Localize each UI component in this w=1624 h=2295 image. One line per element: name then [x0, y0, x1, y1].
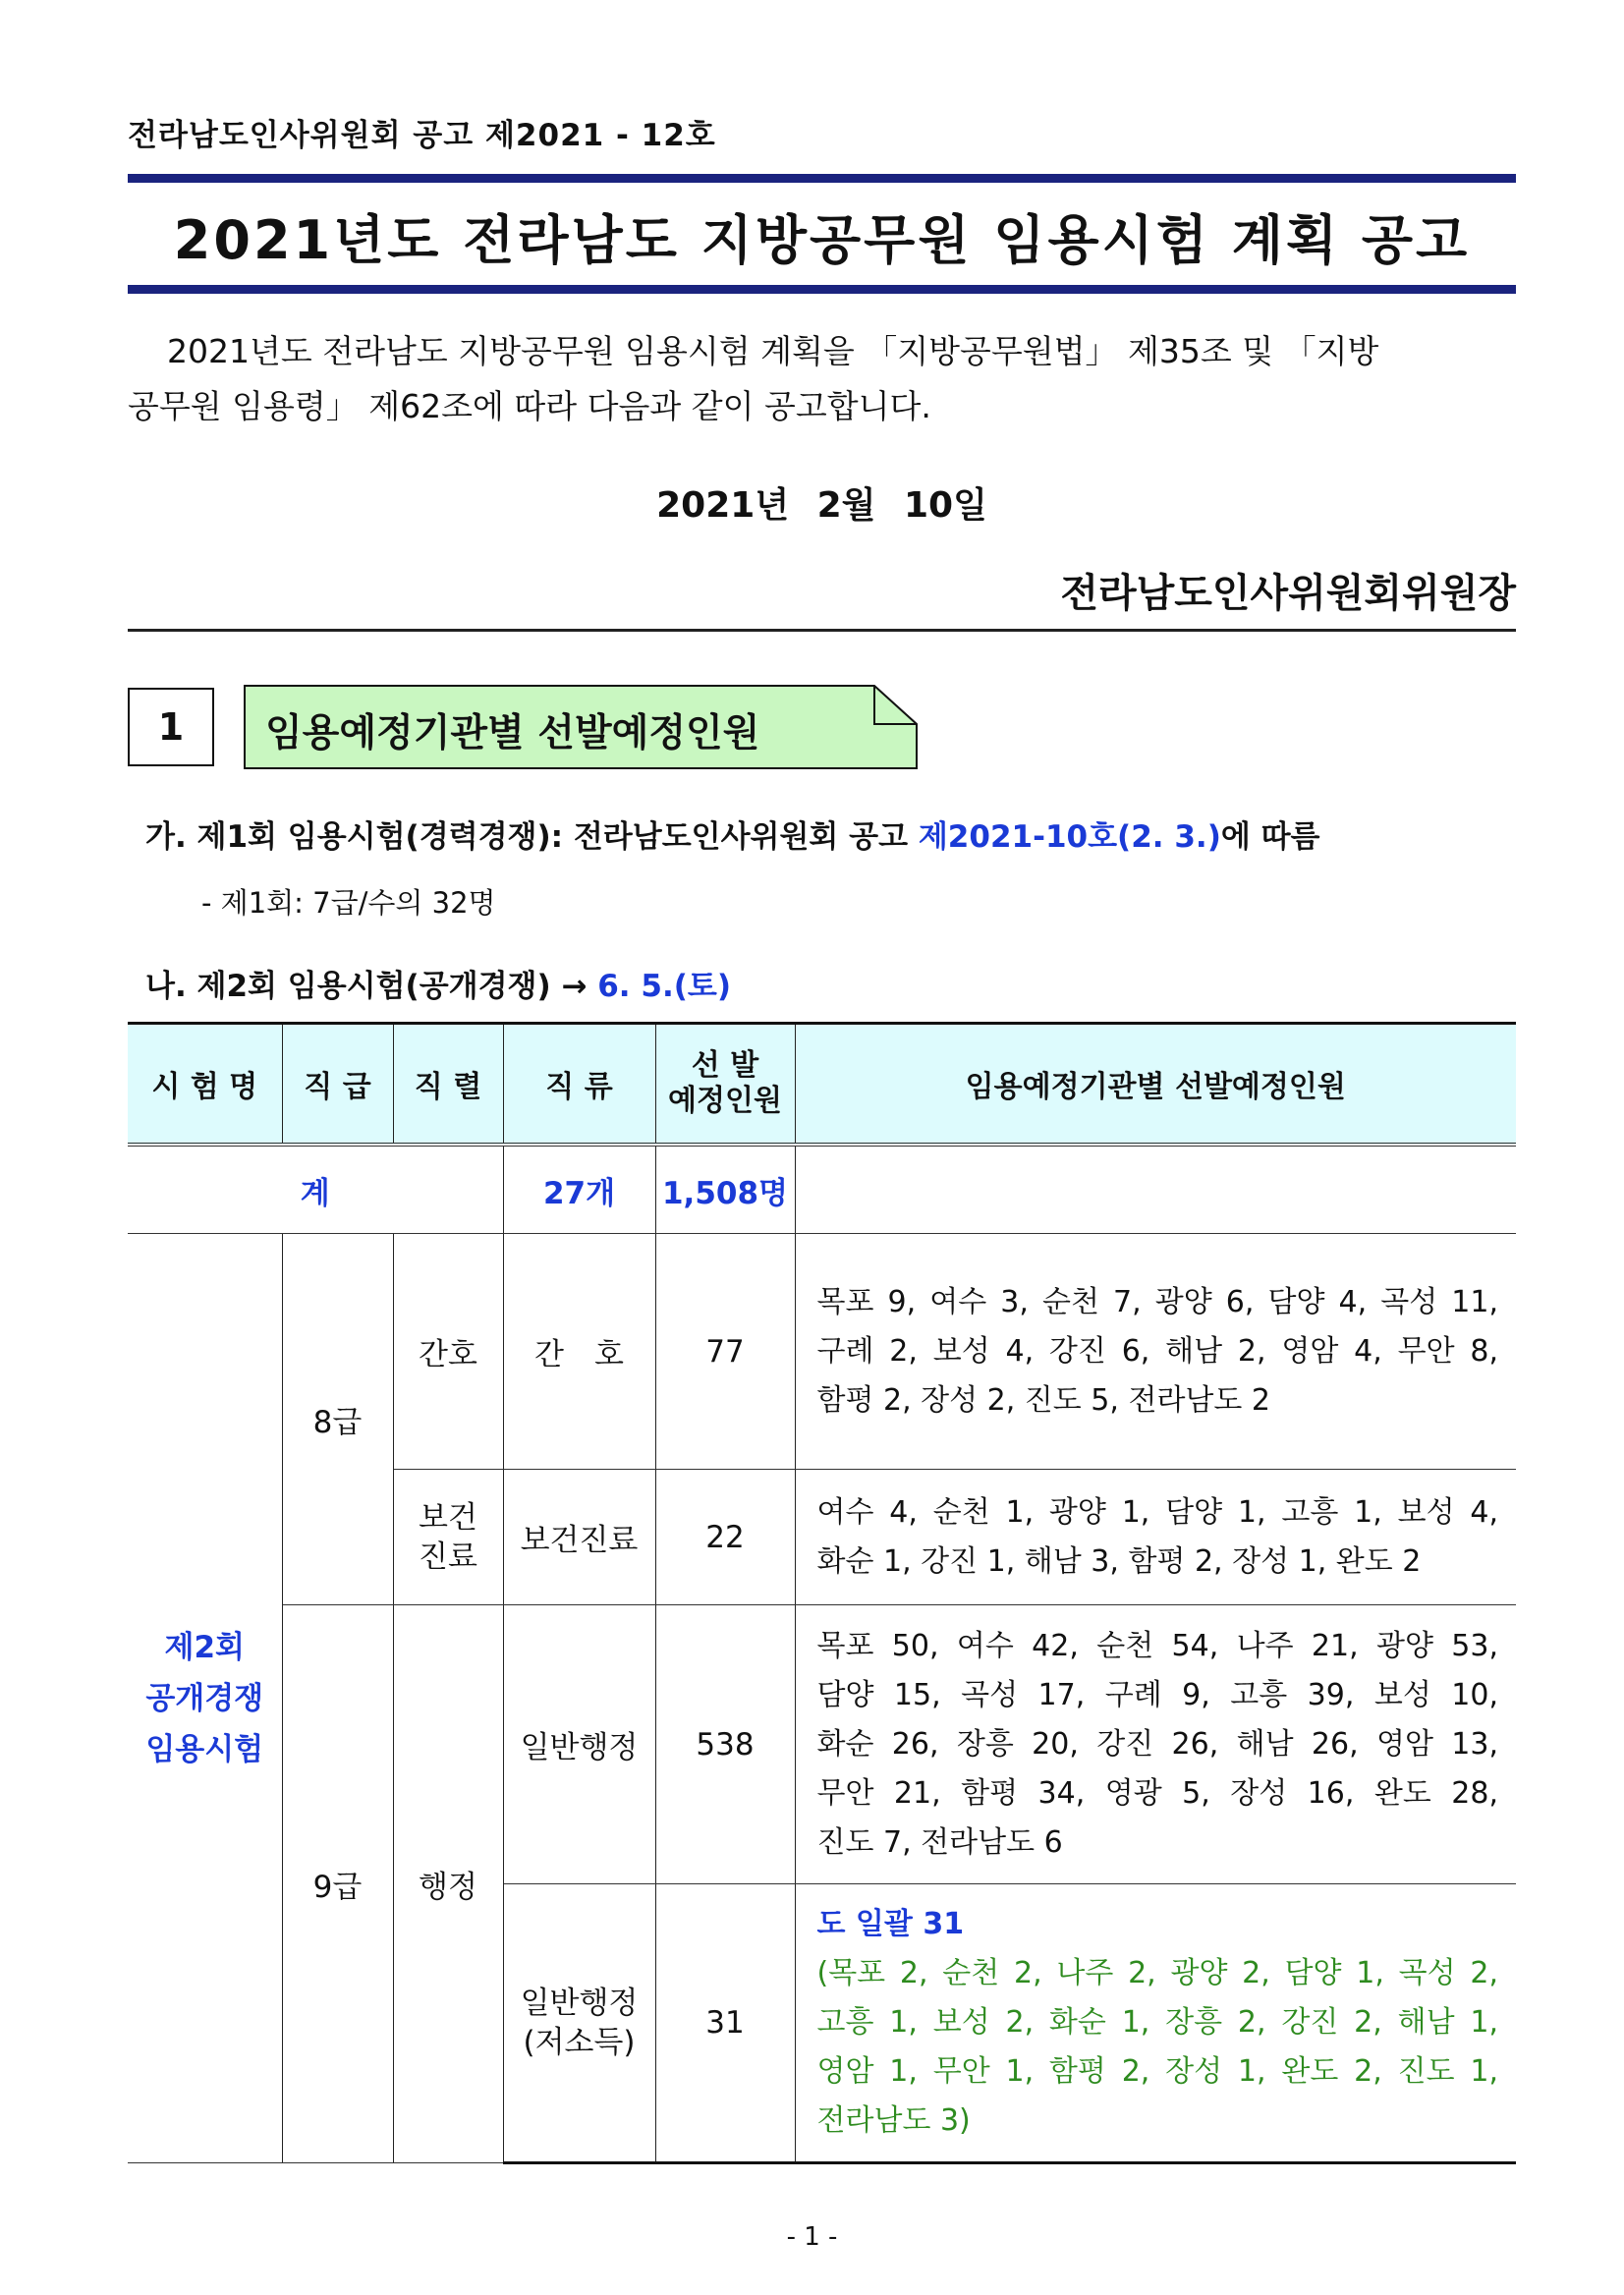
alloc-head: 도 일괄 31	[816, 1907, 965, 1941]
series-admin: 행정	[393, 1605, 503, 2163]
subsection-a-suffix: 에 따름	[1220, 819, 1320, 855]
title-bottom-rule	[128, 285, 1516, 294]
header-class: 직 류	[503, 1024, 655, 1146]
sum-row	[128, 1145, 1516, 1234]
signer: 전라남도인사위원회위원장	[1060, 571, 1516, 616]
series-health-l2: 진료	[419, 1539, 477, 1575]
section-number: 1	[128, 688, 214, 766]
recruitment-table	[128, 1022, 1516, 2164]
header-count	[655, 1024, 795, 1146]
subsection-a-ref: 제2021-10호(2. 3.)	[918, 819, 1221, 855]
alloc-line: 목포 9, 여수 3, 순천 7, 광양 6, 담양 4, 곡성 11,	[816, 1284, 1498, 1319]
exam-name	[128, 1234, 282, 2163]
intro-line-1: 2021년도 전라남도 지방공무원 임용시험 계획을 「지방공무원법」 제35조 및 「지방	[167, 332, 1379, 370]
header-exam: 시 험 명	[128, 1024, 282, 1146]
grade-8: 8급	[282, 1234, 393, 1605]
title-top-rule	[128, 174, 1516, 183]
alloc-admin-lowincome	[795, 1884, 1516, 2163]
alloc-line: 구례 2, 보성 4, 강진 6, 해남 2, 영암 4, 무안 8,	[816, 1333, 1498, 1369]
section-title-box	[244, 685, 918, 769]
header-series: 직 렬	[393, 1024, 503, 1146]
class-admin-lowincome	[503, 1884, 655, 2163]
alloc-health	[795, 1470, 1516, 1605]
subsection-b-date: 6. 5.(토)	[597, 969, 732, 1004]
notice-number: 전라남도인사위원회 공고 제2021 - 12호	[128, 118, 716, 153]
class-lowincome-l1: 일반행정	[520, 1986, 639, 2021]
exam-name-l1: 제2회	[164, 1629, 245, 1665]
alloc-line: 여수 4, 순천 1, 광양 1, 담양 1, 고흥 1, 보성 4,	[816, 1494, 1498, 1530]
series-health	[393, 1470, 503, 1605]
table-row	[128, 1605, 1516, 1884]
alloc-line: (목포 2, 순천 2, 나주 2, 광양 2, 담양 1, 곡성 2,	[816, 1956, 1498, 1990]
alloc-admin	[795, 1605, 1516, 1884]
class-lowincome-l2: (저소득)	[523, 2025, 636, 2060]
alloc-line: 화순 1, 강진 1, 해남 3, 함평 2, 장성 1, 완도 2	[816, 1543, 1422, 1579]
alloc-line: 영암 1, 무안 1, 함평 2, 장성 1, 완도 2, 진도 1,	[816, 2054, 1498, 2089]
header-count-l2: 예정인원	[668, 1084, 782, 1118]
series-health-l1: 보건	[419, 1499, 477, 1536]
exam-name-l2: 공개경쟁	[145, 1680, 264, 1716]
subsection-a	[145, 812, 1320, 856]
count-admin-lowincome: 31	[655, 1884, 795, 2163]
alloc-nursing	[795, 1234, 1516, 1470]
alloc-line: 고흥 1, 보성 2, 화순 1, 장흥 2, 강진 2, 해남 1,	[816, 2005, 1498, 2040]
sum-classes: 27개	[503, 1145, 655, 1234]
subsection-b	[145, 961, 731, 1005]
subsection-a-label: 가. 제1회 임용시험(경력경쟁): 전라남도인사위원회 공고	[145, 819, 919, 855]
alloc-line: 전라남도 3)	[816, 2103, 971, 2138]
class-health: 보건진료	[503, 1470, 655, 1605]
section-title: 임용예정기관별 선발예정인원	[265, 711, 760, 756]
table-header-row	[128, 1024, 1516, 1146]
divider	[128, 629, 1516, 632]
class-nursing: 간 호	[503, 1234, 655, 1470]
subsection-a-bullet: - 제1회: 7급/수의 32명	[201, 886, 496, 920]
series-nursing: 간호	[393, 1234, 503, 1470]
intro-paragraph	[128, 324, 1516, 434]
grade-9: 9급	[282, 1605, 393, 2163]
count-nursing: 77	[655, 1234, 795, 1470]
count-admin: 538	[655, 1605, 795, 1884]
alloc-line: 목포 50, 여수 42, 순천 54, 나주 21, 광양 53,	[816, 1628, 1498, 1663]
notice-date: 2021년 2월 10일	[656, 485, 987, 526]
alloc-line: 무안 21, 함평 34, 영광 5, 장성 16, 완도 28,	[816, 1775, 1498, 1811]
sum-total: 1,508명	[655, 1145, 795, 1234]
class-admin: 일반행정	[503, 1605, 655, 1884]
alloc-line: 진도 7, 전라남도 6	[816, 1824, 1063, 1860]
count-health: 22	[655, 1470, 795, 1605]
subsection-b-label: 나. 제2회 임용시험(공개경쟁) →	[145, 969, 598, 1004]
exam-name-l3: 임용시험	[145, 1731, 264, 1767]
alloc-line: 담양 15, 곡성 17, 구례 9, 고흥 39, 보성 10,	[816, 1677, 1498, 1712]
alloc-line: 함평 2, 장성 2, 진도 5, 전라남도 2	[816, 1382, 1271, 1418]
intro-line-2: 공무원 임용령」 제62조에 따라 다음과 같이 공고합니다.	[128, 387, 931, 425]
page-title: 2021년도 전라남도 지방공무원 임용시험 계획 공고	[173, 209, 1471, 271]
header-grade: 직 급	[282, 1024, 393, 1146]
alloc-line: 화순 26, 장흥 20, 강진 26, 해남 26, 영암 13,	[816, 1726, 1498, 1762]
page-number: - 1 -	[786, 2222, 838, 2252]
table-row	[128, 1234, 1516, 1470]
sum-alloc	[795, 1145, 1516, 1234]
header-alloc: 임용예정기관별 선발예정인원	[795, 1024, 1516, 1146]
header-count-l1: 선 발	[691, 1048, 759, 1083]
sum-label: 계	[128, 1145, 503, 1234]
